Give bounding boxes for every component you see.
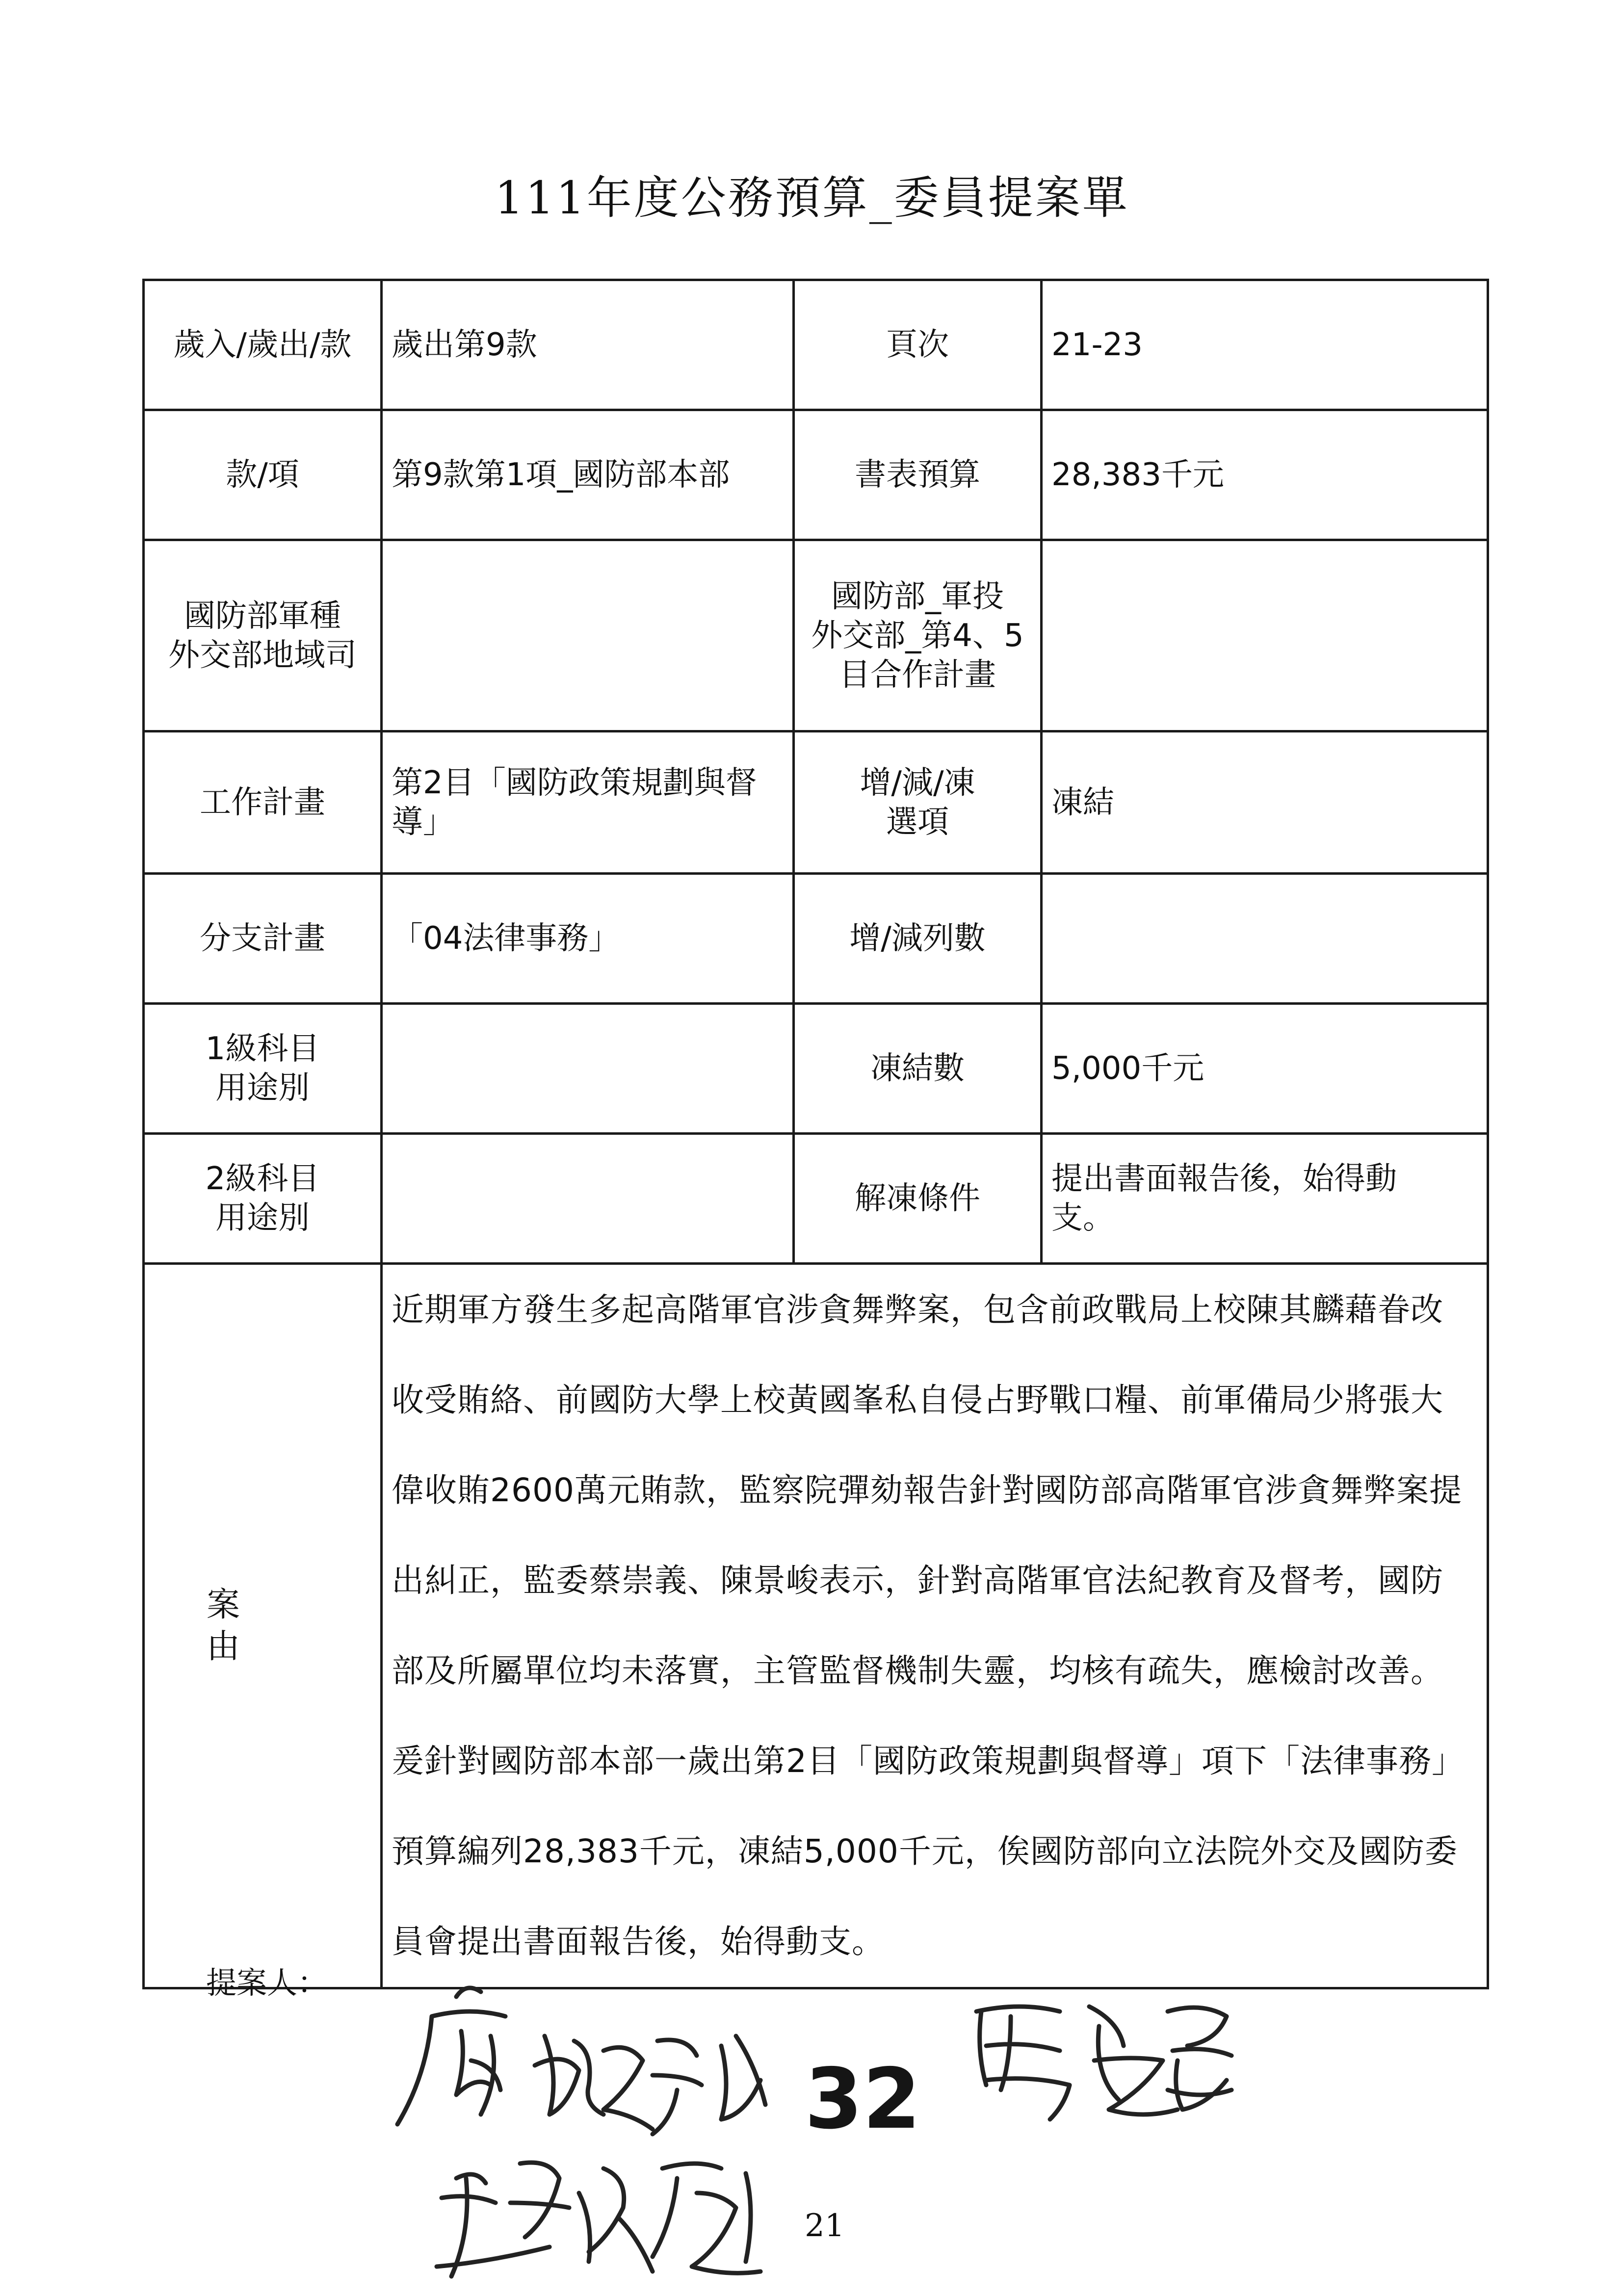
label-level2-subject [144,1134,382,1264]
label-work-plan: 工作計畫 [144,731,382,874]
form-row-level2 [144,1134,1488,1264]
reason-line: 預算編列28,383千元，凍結5,000千元，俟國防部向立法院外交及國防委 [392,1832,1458,1870]
value-level2-subject [382,1134,794,1264]
label-line: 1級科目 [205,1031,320,1067]
reason-line: 部及所屬單位均未落實，主管監督機制失靈，均核有疏失，應檢討改善。 [392,1652,1443,1690]
value-budget: 28,383千元 [1042,410,1488,540]
value-work-plan [382,731,794,874]
label-line: 外交部地域司 [168,637,357,674]
form-row-level1 [144,1004,1488,1134]
reason-line: 近期軍方發生多起高階軍官涉貪舞弊案，包含前政戰局上校陳其麟藉眷改 [392,1291,1443,1329]
label-line: 外交部_第4、5 [811,617,1024,654]
stamp-number: 32 [805,2051,921,2148]
reason-line: 爰針對國防部本部一歲出第2目「國防政策規劃與督導」項下「法律事務」 [392,1742,1465,1780]
form-row-account [144,280,1488,410]
label-line: 目合作計畫 [839,656,996,693]
value-item: 第9款第1項_國防部本部 [382,410,794,540]
label-budget: 書表預算 [794,410,1042,540]
label-line: 用途別 [215,1070,310,1106]
value-branch-plan: 「04法律事務」 [382,874,794,1004]
value-freeze-amount: 5,000千元 [1042,1004,1488,1134]
reason-text [392,1265,1478,1987]
label-adjust-amount: 增/減列數 [794,874,1042,1004]
form-row-department [144,540,1488,731]
label-line: 用途別 [215,1200,310,1236]
label-line: 選項 [886,804,949,840]
label-unfreeze-condition: 解凍條件 [794,1134,1042,1264]
proposer-label: 提案人： [206,1965,328,2001]
label-freeze-amount: 凍結數 [794,1004,1042,1134]
reason-line: 收受賄絡、前國防大學上校黃國峯私自侵占野戰口糧、前軍備局少將張大 [392,1381,1443,1419]
value-military-branch [382,540,794,731]
value-adjust-amount [1042,874,1488,1004]
value-line: 提出書面報告後，始得動 [1051,1161,1397,1197]
value-adjust-option: 凍結 [1042,731,1488,874]
proposal-form-table [142,279,1489,1989]
value-level1-subject [382,1004,794,1134]
reason-line: 偉收賄2600萬元賄款，監察院彈劾報告針對國防部高階軍官涉貪舞弊案提 [392,1471,1462,1509]
label-line: 增/減/凍 [860,764,975,801]
form-row-reason [144,1264,1488,1988]
reason-body [382,1264,1488,1988]
value-line: 支。 [1051,1200,1114,1236]
value-line: 導」 [392,804,454,840]
value-cooperation-plan [1042,540,1488,731]
form-row-item [144,410,1488,540]
reason-line: 員會提出書面報告後，始得動支。 [392,1923,885,1960]
label-revenue-expense: 歲入/歲出/款 [144,280,382,410]
label-military-branch [144,540,382,731]
value-line: 第2目「國防政策規劃與督 [392,764,757,801]
value-page: 21-23 [1042,280,1488,410]
label-adjust-option [794,731,1042,874]
value-revenue-expense: 歲出第9款 [382,280,794,410]
page-title: 111年度公務預算_委員提案單 [495,172,1129,224]
reason-line: 出糾正，監委蔡崇義、陳景峻表示，針對高階軍官法紀教育及督考，國防 [392,1562,1443,1599]
value-unfreeze-condition [1042,1134,1488,1264]
label-line: 國防部_軍投 [831,578,1004,615]
label-page: 頁次 [794,280,1042,410]
label-cooperation-plan [794,540,1042,731]
page-number: 21 [805,2208,845,2244]
form-row-branch-plan [144,874,1488,1004]
label-item: 款/項 [144,410,382,540]
label-reason: 案由 [144,1264,382,1988]
label-branch-plan: 分支計畫 [144,874,382,1004]
label-line: 2級科目 [205,1161,320,1197]
form-row-work-plan [144,731,1488,874]
label-level1-subject [144,1004,382,1134]
label-line: 國防部軍種 [184,598,341,634]
